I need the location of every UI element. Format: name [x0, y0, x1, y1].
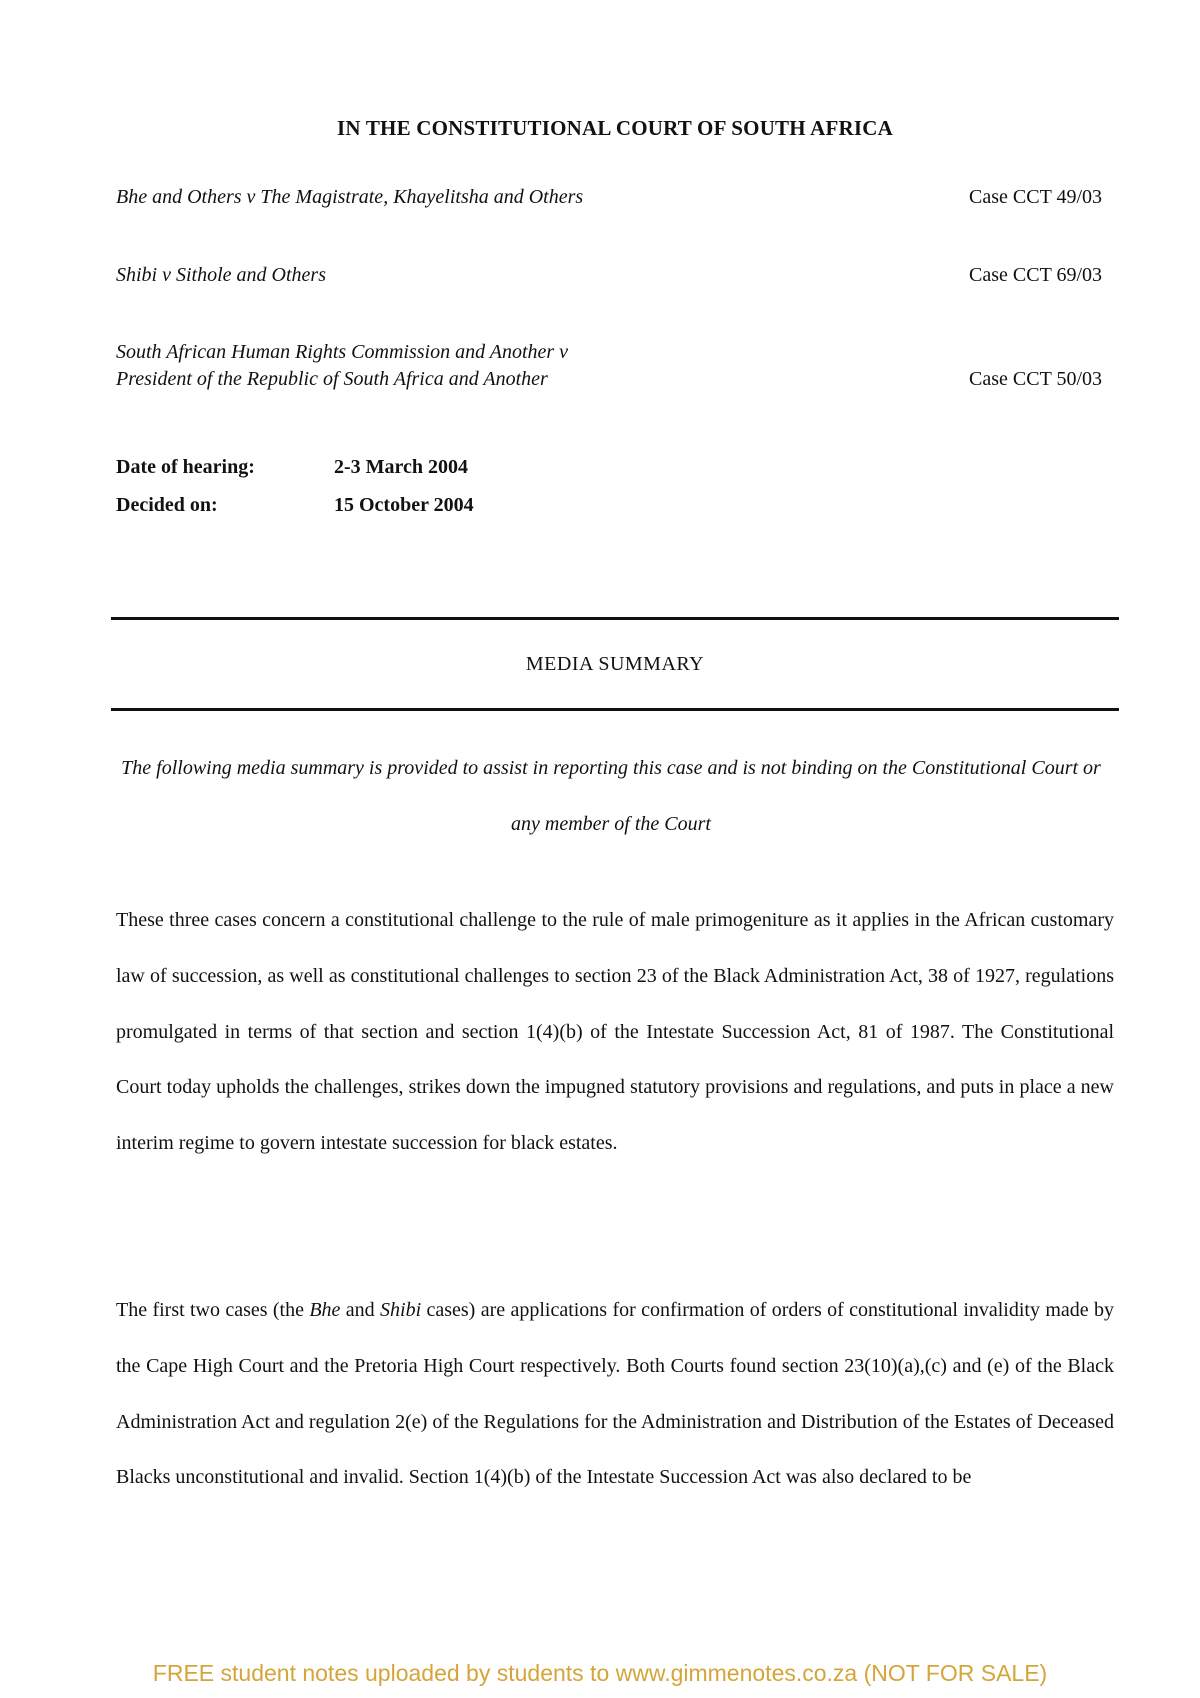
- case-reference-bhe: Bhe: [309, 1299, 341, 1321]
- bottom-divider: [111, 708, 1119, 711]
- decided-label: Decided on:: [116, 494, 218, 516]
- case-number: Case CCT 49/03: [969, 186, 1102, 208]
- footer-watermark: FREE student notes uploaded by students to www.gimmenotes.co.za (NOT FOR SALE): [152, 1660, 1048, 1686]
- paragraph-text: The first two cases (the: [116, 1299, 310, 1321]
- case-entry-bhe: [116, 184, 1102, 211]
- section-heading: MEDIA SUMMARY: [525, 653, 705, 675]
- top-divider: [111, 617, 1119, 620]
- paragraph-text: cases) are applications for confirmation of orders of constitutional invalidity made by the Cape High Court and the Pretoria High Court respectively. Both Courts found section 23(10)(a),(c) and (e) of the Black Administration Act and regulation 2(e) of the Regulations for the Administration and Distribution of the Estates of Deceased Blacks unconstitutional and invalid. Section 1(4)(b) of the Intestate Succession Act was also declared to be: [116, 1299, 1114, 1489]
- paragraph-text: and: [340, 1299, 381, 1321]
- hearing-date-label: Date of hearing:: [116, 456, 255, 478]
- case-reference-shibi: Shibi: [380, 1299, 422, 1321]
- case-name-line-2: President of the Republic of South Africa and Another: [116, 368, 548, 390]
- case-entry-sahrc: [116, 339, 1102, 393]
- case-number: Case CCT 69/03: [969, 264, 1102, 286]
- body-paragraph-2: [116, 1283, 1114, 1506]
- case-name-line-1: South African Human Rights Commission and Another v: [116, 341, 569, 363]
- case-number: Case CCT 50/03: [969, 368, 1102, 390]
- court-title: IN THE CONSTITUTIONAL COURT OF SOUTH AFRICA: [337, 116, 893, 140]
- case-name: Bhe and Others v The Magistrate, Khayelitsha and Others: [116, 186, 584, 208]
- hearing-date-value: 2-3 March 2004: [334, 456, 469, 478]
- body-paragraph-1: These three cases concern a constitutional challenge to the rule of male primogeniture as it applies in the African customary law of succession, as well as constitutional challenges to section 23 of the Black Administration Act, 38 of 1927, regulations promulgated in terms of that section and section 1(4)(b) of the Intestate Succession Act, 81 of 1987. The Constitutional Court today upholds the challenges, strikes down the impugned statutory provisions and regulations, and puts in place a new interim regime to govern intestate succession for black estates.: [116, 909, 1114, 1155]
- disclaimer-text: The following media summary is provided to assist in reporting this case and is not binding on the Constitutional Court or any member of the Court: [121, 757, 1101, 835]
- decided-value: 15 October 2004: [334, 494, 474, 516]
- case-entry-shibi: [116, 262, 1102, 289]
- case-name: Shibi v Sithole and Others: [116, 264, 326, 286]
